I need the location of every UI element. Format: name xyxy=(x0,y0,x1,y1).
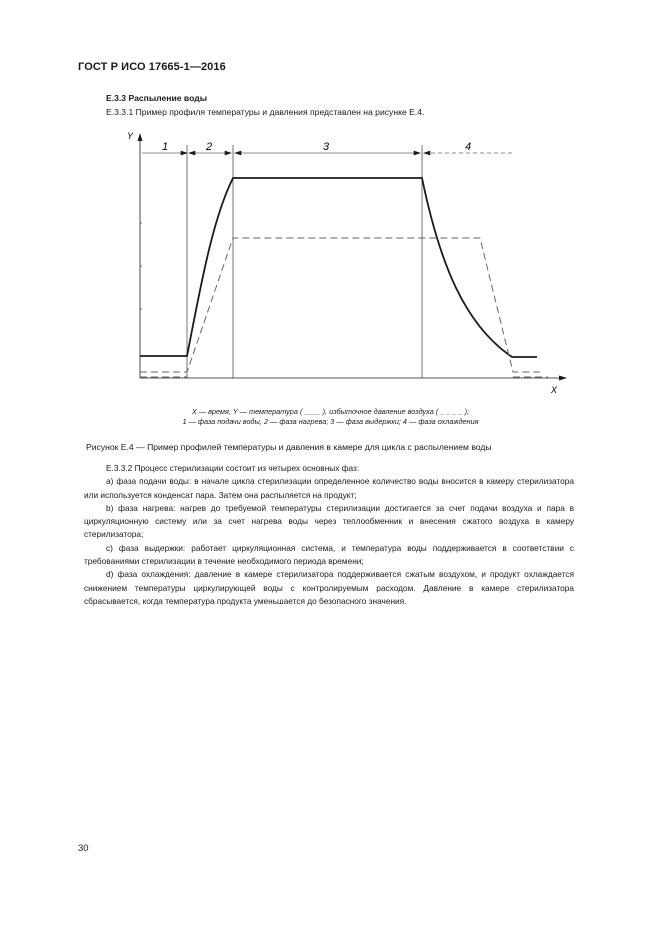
figure-caption: Рисунок Е.4 — Пример профилей температуры и давления в камере для цикла с распылением воды xyxy=(86,442,492,452)
phase-label-1: 1 xyxy=(162,141,169,153)
phase-a-paragraph: а) фаза подачи воды: в начале цикла стерилизации определенное количество воды вносится в камеру стерилизатора или используется конденсат пара. Затем она распыляется на продукт; xyxy=(84,476,574,500)
x-axis-arrow xyxy=(559,376,567,381)
phase-dividers xyxy=(187,145,422,378)
section-intro-paragraph: Е.3.3.1 Пример профиля температуры и давления представлен на рисунке Е.4. xyxy=(106,107,425,117)
section-heading: Е.3.3 Распыление воды xyxy=(106,93,208,103)
figure-e4-chart xyxy=(0,0,661,405)
document-header: ГОСТ Р ИСО 17665-1—2016 xyxy=(78,61,226,73)
y-axis-label: Y xyxy=(127,131,134,141)
phase-b-paragraph: b) фаза нагрева: нагрев до требуемой температуры стерилизации достигается за счет подачи воздуха и пара в циркуляционную систему или за счет нагрева воды через теплообменник и внесения сжатого воздуха в камеру стерилизатора; xyxy=(84,502,574,540)
phase-c-paragraph: c) фаза выдержки: работает циркуляционная система, и температура воды поддерживается в соответствии с требованиями стерилизации в течение необходимого периода времени; xyxy=(84,542,574,567)
page-number: 30 xyxy=(78,843,89,854)
phase-label-4: 4 xyxy=(465,141,472,153)
y-axis-arrow xyxy=(138,133,143,141)
figure-legend-line-2: 1 — фаза подачи воды, 2 — фаза нагрева; 3 — фаза выдержки; 4 — фаза охлаждения xyxy=(182,417,479,426)
body-intro-paragraph: Е.3.3.2 Процесс стерилизации состоит из четырех основных фаз: xyxy=(106,463,360,473)
phase-label-2: 2 xyxy=(206,141,213,153)
x-axis-label: X xyxy=(551,385,558,395)
figure-legend-line-1: X — время, Y — температура ( ____ ), избыточное давление воздуха ( _ _ _ _ ); xyxy=(191,407,470,416)
body-text-block xyxy=(84,462,574,608)
phase-d-paragraph: d) фаза охлаждения: давление в камере стерилизатора поддерживается сжатым воздухом, и продукт охлаждается снижением температуры циркулирующей воды с контролируемым расходом. Давление в камере стерилизатора сбрасывается, когда температура продукта уменьшается до безопасного значения. xyxy=(84,569,574,606)
phase-label-3: 3 xyxy=(323,141,330,153)
temperature-curve xyxy=(140,178,537,357)
pressure-curve xyxy=(140,238,540,372)
